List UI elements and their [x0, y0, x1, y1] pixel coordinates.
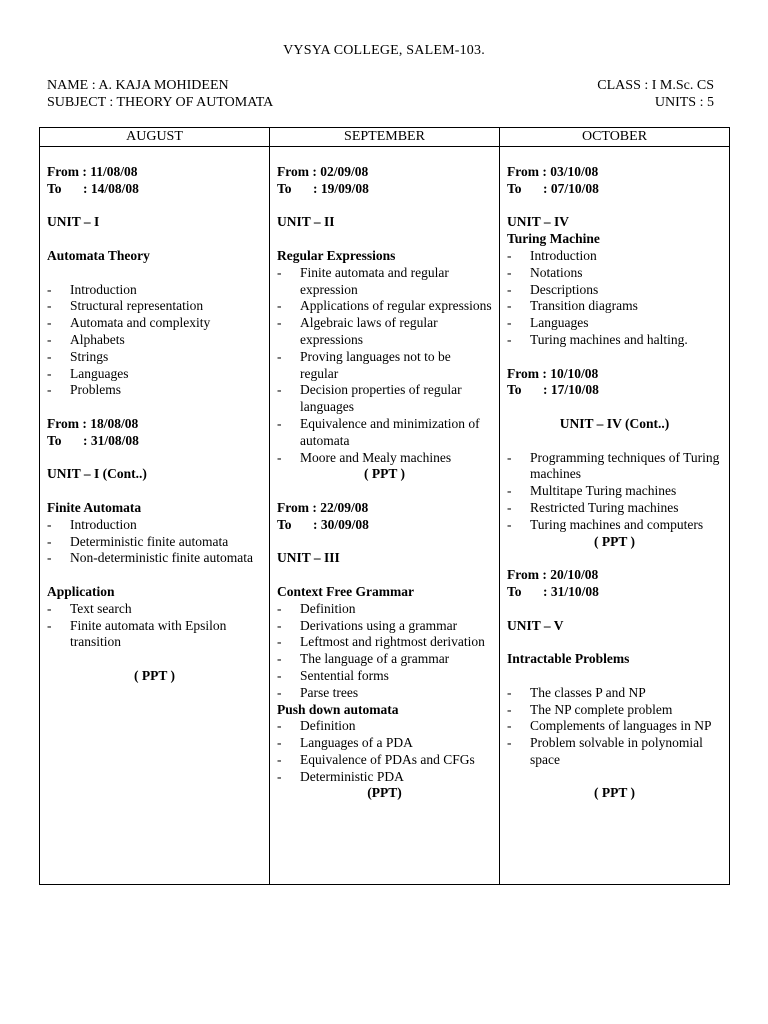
- ppt-label: ( PPT ): [594, 785, 635, 801]
- date-from: From : 03/10/08: [507, 164, 599, 179]
- topic-list: [47, 282, 262, 400]
- list-item: - Deterministic PDA: [277, 769, 492, 786]
- date-to: To : 07/10/08: [507, 180, 599, 196]
- topic-list: [47, 517, 262, 567]
- list-item: - Complements of languages in NP: [507, 718, 722, 735]
- header-row-2: [47, 95, 714, 111]
- list-item: - Languages of a PDA: [277, 735, 492, 752]
- date-to: To : 31/10/08: [507, 583, 599, 599]
- list-item: - Finite automata and regular expression: [277, 265, 492, 299]
- topic-list: [507, 685, 722, 769]
- list-item: - Proving languages not to be regular: [277, 349, 492, 383]
- list-item: - Algebraic laws of regular expressions: [277, 315, 492, 349]
- list-item: - Parse trees: [277, 685, 492, 702]
- date-to: To : 17/10/08: [507, 382, 599, 398]
- month-header-row: [40, 128, 730, 147]
- ppt-label: ( PPT ): [594, 533, 635, 549]
- september-column: [270, 147, 500, 885]
- list-item: - Problem solvable in polynomial space: [507, 735, 722, 769]
- list-item: - Equivalence of PDAs and CFGs: [277, 752, 492, 769]
- date-from: From : 02/09/08: [277, 164, 369, 179]
- topic-heading: Application: [47, 583, 115, 599]
- date-from: From : 18/08/08: [47, 415, 139, 431]
- list-item: - Languages: [47, 366, 262, 383]
- unit-heading: UNIT – I (Cont..): [47, 466, 147, 482]
- list-item: - Structural representation: [47, 298, 262, 315]
- list-item: - Automata and complexity: [47, 315, 262, 332]
- list-item: - Turing machines and computers: [507, 517, 722, 534]
- unit-heading: UNIT – III: [277, 550, 340, 566]
- august-column: [40, 147, 270, 885]
- list-item: - Strings: [47, 349, 262, 366]
- list-item: - Non-deterministic finite automata: [47, 550, 262, 567]
- class-label: CLASS : I M.Sc. CS: [597, 78, 714, 93]
- list-item: - Text search: [47, 601, 262, 618]
- list-item: - Languages: [507, 315, 722, 332]
- topic-list: [277, 601, 492, 702]
- list-item: - Finite automata with Epsilon transition: [47, 618, 262, 652]
- date-from: From : 20/10/08: [507, 567, 599, 583]
- ppt-label: (PPT): [367, 785, 402, 801]
- list-item: - Leftmost and rightmost derivation: [277, 634, 492, 651]
- topic-heading: Regular Expressions: [277, 247, 396, 263]
- topic-list: [277, 718, 492, 785]
- unit-heading: UNIT – I: [47, 214, 100, 230]
- list-item: - Notations: [507, 265, 722, 282]
- schedule-row: [40, 147, 730, 885]
- unit-heading: UNIT – V: [507, 617, 564, 633]
- subject-label: SUBJECT : THEORY OF AUTOMATA: [47, 95, 274, 110]
- college-title: VYSYA COLLEGE, SALEM-103.: [283, 43, 485, 58]
- month-october: OCTOBER: [500, 128, 730, 147]
- date-to: To : 30/09/08: [277, 516, 369, 532]
- topic-heading: Finite Automata: [47, 499, 142, 515]
- list-item: - Introduction: [47, 517, 262, 534]
- list-item: - Descriptions: [507, 282, 722, 299]
- list-item: - Definition: [277, 601, 492, 618]
- month-september: SEPTEMBER: [270, 128, 500, 147]
- list-item: - Decision properties of regular languages: [277, 382, 492, 416]
- list-item: - Introduction: [507, 248, 722, 265]
- october-column: [500, 147, 730, 885]
- date-to: To : 19/09/08: [277, 180, 369, 196]
- ppt-label: ( PPT ): [364, 466, 405, 482]
- date-from: From : 10/10/08: [507, 365, 599, 381]
- list-item: - Turing machines and halting.: [507, 332, 722, 349]
- date-to: To : 31/08/08: [47, 432, 139, 448]
- list-item: - Introduction: [47, 282, 262, 299]
- list-item: - Moore and Mealy machines: [277, 450, 492, 467]
- ppt-label: ( PPT ): [134, 667, 175, 683]
- header-row-1: [47, 78, 714, 94]
- faculty-name: NAME : A. KAJA MOHIDEEN: [47, 78, 229, 93]
- list-item: - Alphabets: [47, 332, 262, 349]
- date-from: From : 22/09/08: [277, 499, 369, 515]
- topic-list: [507, 450, 722, 534]
- unit-heading: UNIT – II: [277, 214, 335, 230]
- list-item: - Equivalence and minimization of automata: [277, 416, 492, 450]
- list-item: - Applications of regular expressions: [277, 298, 492, 315]
- list-item: - Deterministic finite automata: [47, 534, 262, 551]
- date-from: From : 11/08/08: [47, 164, 138, 179]
- units-label: UNITS : 5: [654, 95, 714, 110]
- date-to: To : 14/08/08: [47, 180, 139, 196]
- lesson-plan-table: [39, 127, 730, 885]
- list-item: - Restricted Turing machines: [507, 500, 722, 517]
- list-item: - The language of a grammar: [277, 651, 492, 668]
- list-item: - Problems: [47, 382, 262, 399]
- list-item: - Derivations using a grammar: [277, 618, 492, 635]
- month-august: AUGUST: [40, 128, 270, 147]
- list-item: - The classes P and NP: [507, 685, 722, 702]
- unit-heading: UNIT – IV: [507, 214, 570, 230]
- topic-heading: Intractable Problems: [507, 651, 630, 667]
- topic-heading: Turing Machine: [507, 231, 600, 247]
- unit-heading: UNIT – IV (Cont..): [559, 415, 670, 431]
- list-item: - Sentential forms: [277, 668, 492, 685]
- list-item: - Programming techniques of Turing machines: [507, 450, 722, 484]
- list-item: - Transition diagrams: [507, 298, 722, 315]
- topic-list: [47, 601, 262, 651]
- topic-list: [507, 248, 722, 349]
- topic-list: [277, 265, 492, 467]
- list-item: - Definition: [277, 718, 492, 735]
- list-item: - The NP complete problem: [507, 702, 722, 719]
- topic-heading: Push down automata: [277, 701, 399, 717]
- list-item: - Multitape Turing machines: [507, 483, 722, 500]
- topic-heading: Context Free Grammar: [277, 583, 414, 599]
- topic-heading: Automata Theory: [47, 247, 150, 263]
